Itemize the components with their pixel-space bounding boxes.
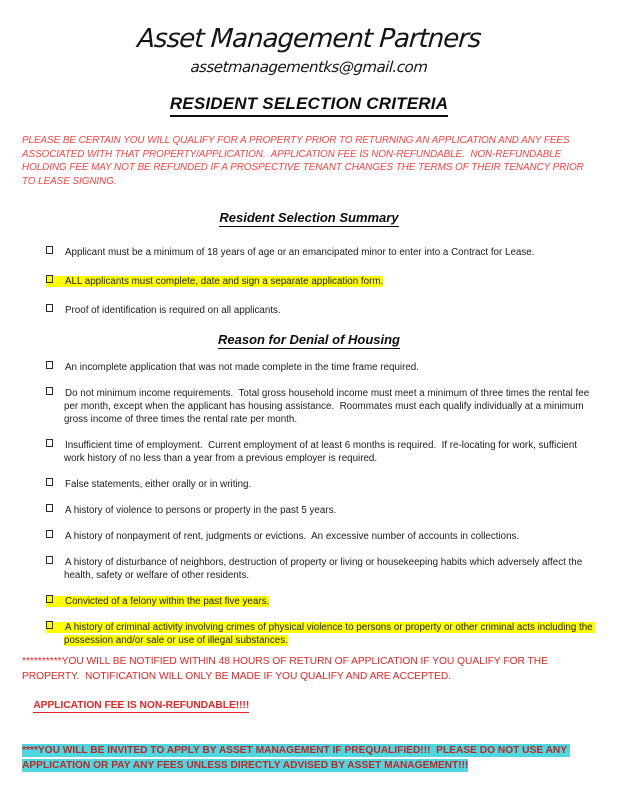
list-item: [22, 504, 596, 517]
list-item-text: Convicted of a felony within the past five years.: [65, 596, 270, 607]
list-item: [22, 246, 596, 259]
list-item: [22, 439, 596, 465]
list-item: [22, 595, 596, 608]
section-heading-summary-text: Resident Selection Summary: [219, 210, 399, 225]
list-item: [22, 530, 596, 543]
invited-to-apply-text: ****YOU WILL BE INVITED TO APPLY BY ASSET MANAGEMENT IF PREQUALIFIED!!! PLEASE DO NOT USE ANY APPLICATION OR PAY ANY FEES UNLESS DIRECTLY ADVISED BY ASSET MANAGEMENT!!!: [22, 744, 570, 771]
invited-to-apply-notice: [22, 743, 596, 773]
fee-nonrefundable-text: APPLICATION FEE IS NON-REFUNDABLE!!!!: [33, 700, 250, 712]
square-bullet-icon: [46, 246, 53, 254]
list-item: [22, 556, 596, 582]
square-bullet-icon: [46, 504, 53, 512]
square-bullet-icon: [46, 304, 53, 312]
list-item: [22, 621, 596, 647]
company-name: Asset Management Partners: [136, 24, 482, 54]
list-item-text: Do not minimum income requirements. Total gross household income must meet a minimum of three times the rental fee per month, except when the applicant has housing assistance. Roommates must each qualify individually at a minimum gross income of three times the rental rate per month.: [64, 388, 592, 425]
square-bullet-icon: [46, 387, 53, 395]
list-item: [22, 275, 596, 288]
list-item-content: [46, 276, 383, 287]
section-heading-denial: [22, 331, 596, 349]
list-item: [22, 304, 596, 317]
list-item-content: [46, 596, 269, 607]
list-item-text: Proof of identification is required on all applicants.: [65, 305, 281, 316]
section-heading-summary: [22, 209, 596, 227]
denial-list: [22, 361, 596, 647]
square-bullet-icon: [46, 439, 53, 447]
list-item-text: A history of disturbance of neighbors, destruction of property or living or housekeeping habits which adversely affect the health, safety or welfare of other residents.: [64, 557, 585, 581]
list-item-content: [46, 479, 251, 490]
list-item-text: ALL applicants must complete, date and sign a separate application form.: [65, 276, 384, 287]
list-item-content: [46, 362, 419, 373]
company-email: assetmanagementks@gmail.com: [189, 58, 429, 76]
notification-notice: **********YOU WILL BE NOTIFIED WITHIN 48 HOURS OF RETURN OF APPLICATION IF YOU QUALIFY FOR THE PROPERTY. NOTIFICATION WILL ONLY BE MADE IF YOU QUALIFY AND ARE ACCEPTED.: [22, 656, 551, 682]
fee-nonrefundable-notice: [22, 685, 596, 729]
page-title-text: RESIDENT SELECTION CRITERIA: [170, 94, 448, 117]
list-item-text: A history of violence to persons or property in the past 5 years.: [65, 505, 337, 516]
list-item-text: Applicant must be a minimum of 18 years of age or an emancipated minor to enter into a Contract for Lease.: [65, 247, 535, 258]
square-bullet-icon: [46, 621, 53, 629]
list-item-content: [46, 247, 534, 258]
list-item-text: A history of criminal activity involving crimes of physical violence to persons or property or other criminal acts including the possession and/or sale or use of illegal substances.: [64, 622, 596, 646]
list-item-content: [46, 388, 592, 425]
section-heading-denial-text: Reason for Denial of Housing: [217, 332, 400, 347]
list-item-content: [46, 505, 336, 516]
page-title: [22, 94, 596, 117]
list-item-content: [46, 557, 585, 581]
list-item-content: [46, 622, 595, 646]
list-item: [22, 361, 596, 374]
square-bullet-icon: [46, 361, 53, 369]
square-bullet-icon: [46, 530, 53, 538]
square-bullet-icon: [46, 595, 53, 603]
list-item-content: [46, 440, 580, 464]
square-bullet-icon: [46, 556, 53, 564]
summary-list: [22, 246, 596, 317]
list-item: [22, 478, 596, 491]
list-item: [22, 387, 596, 426]
document-header: [22, 22, 596, 78]
square-bullet-icon: [46, 478, 53, 486]
list-item-text: False statements, either orally or in writing.: [65, 479, 252, 490]
qualification-disclaimer: PLEASE BE CERTAIN YOU WILL QUALIFY FOR A PROPERTY PRIOR TO RETURNING AN APPLICATION AND ANY FEES ASSOCIATED WITH THAT PROPERTY/APPLICATION. APPLICATION FEE IS NON-REFUNDABLE. NON-REFUNDABLE HOLDING FEE MAY NOT BE REFUNDED IF A PROSPECTIVE TENANT CHANGES THE TERMS OF THEIR TENANCY PRIOR TO LEASE SIGNING.: [22, 135, 587, 187]
list-item-content: [46, 531, 519, 542]
list-item-text: An incomplete application that was not made complete in the time frame required.: [65, 362, 419, 373]
list-item-text: Insufficient time of employment. Current employment of at least 6 months is required. If re-locating for work, sufficient work history of no less than a year from a previous employer is required.: [64, 440, 580, 464]
square-bullet-icon: [46, 275, 53, 283]
list-item-content: [46, 305, 281, 316]
list-item-text: A history of nonpayment of rent, judgments or evictions. An excessive number of accounts in collections.: [65, 531, 520, 542]
